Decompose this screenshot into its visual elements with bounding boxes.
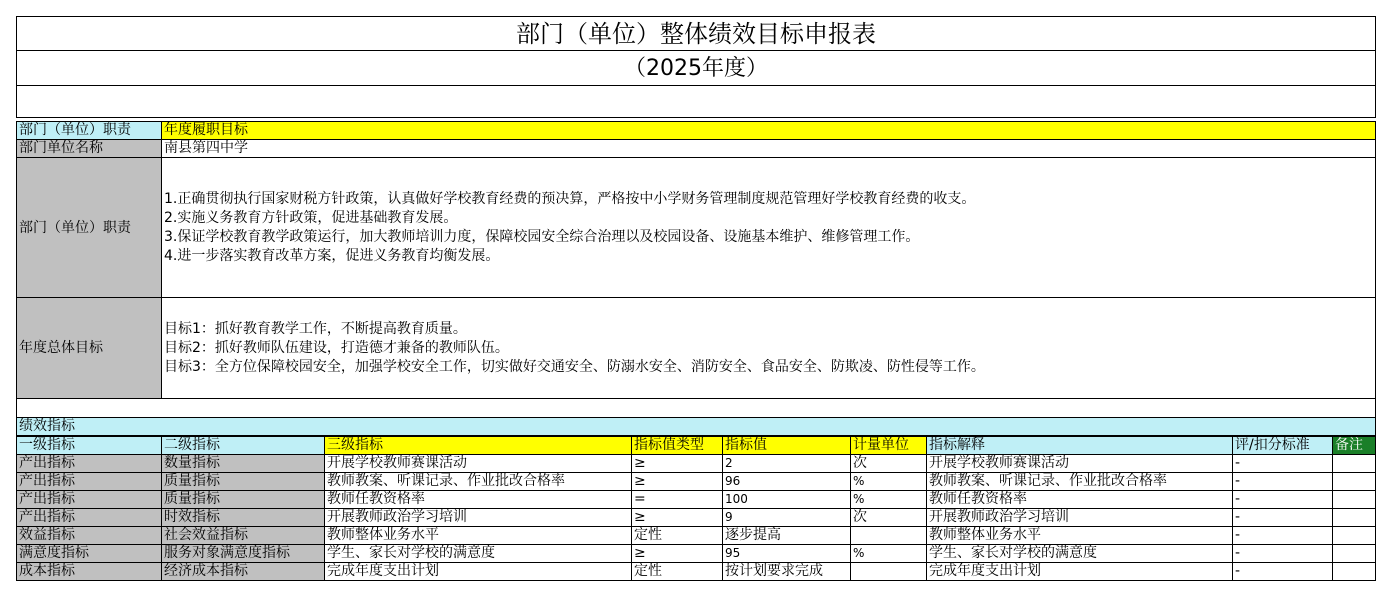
blank-row bbox=[16, 86, 1376, 118]
table-cell-level1: 满意度指标 bbox=[16, 544, 162, 563]
goal-line: 目标1：抓好教育教学工作，不断提高教育质量。 bbox=[164, 320, 467, 337]
table-cell-level3: 教师任教资格率 bbox=[324, 490, 632, 509]
table-cell-scoring: - bbox=[1232, 562, 1333, 581]
page-subtitle: （2025年度） bbox=[16, 51, 1376, 86]
duty-header-value: 年度履职目标 bbox=[161, 121, 1376, 140]
table-cell-level1: 成本指标 bbox=[16, 562, 162, 581]
header-level3: 三级指标 bbox=[324, 436, 632, 455]
table-cell-level2: 质量指标 bbox=[161, 490, 325, 509]
table-cell-unit: % bbox=[850, 472, 927, 491]
table-cell-unit bbox=[850, 562, 927, 581]
header-level1: 一级指标 bbox=[16, 436, 162, 455]
duty-line: 1.正确贯彻执行国家财税方针政策，认真做好学校教育经费的预决算，严格按中小学财务管理制度规范管理好学校教育经费的收支。 bbox=[164, 190, 976, 207]
table-cell-level3: 开展教师政治学习培训 bbox=[324, 508, 632, 527]
table-cell-level1: 效益指标 bbox=[16, 526, 162, 545]
header-level2: 二级指标 bbox=[161, 436, 325, 455]
table-cell-level3: 教师整体业务水平 bbox=[324, 526, 632, 545]
duty-header-label: 部门（单位）职责 bbox=[16, 121, 162, 140]
table-cell-remark bbox=[1332, 526, 1376, 545]
table-cell-level2: 社会效益指标 bbox=[161, 526, 325, 545]
table-cell-level1: 产出指标 bbox=[16, 472, 162, 491]
spacer-row bbox=[16, 399, 1376, 417]
table-cell-remark bbox=[1332, 508, 1376, 527]
table-cell-explanation: 学生、家长对学校的满意度 bbox=[926, 544, 1233, 563]
table-cell-value-type: 定性 bbox=[631, 562, 723, 581]
table-cell-remark bbox=[1332, 562, 1376, 581]
table-cell-value: 2 bbox=[722, 454, 851, 473]
table-cell-level2: 服务对象满意度指标 bbox=[161, 544, 325, 563]
goal-lines bbox=[164, 320, 985, 377]
table-cell-remark bbox=[1332, 454, 1376, 473]
table-cell-explanation: 教师教案、听课记录、作业批改合格率 bbox=[926, 472, 1233, 491]
table-cell-level2: 数量指标 bbox=[161, 454, 325, 473]
goal-line: 目标3：全方位保障校园安全，加强学校安全工作，切实做好交通安全、防溺水安全、消防安全、食品安全、防欺凌、防性侵等工作。 bbox=[164, 358, 985, 375]
table-cell-value-type: ≥ bbox=[631, 508, 723, 527]
table-cell-level2: 经济成本指标 bbox=[161, 562, 325, 581]
table-cell-explanation: 完成年度支出计划 bbox=[926, 562, 1233, 581]
table-cell-unit: 次 bbox=[850, 508, 927, 527]
table-cell-scoring: - bbox=[1232, 526, 1333, 545]
goal-label: 年度总体目标 bbox=[16, 297, 162, 399]
table-cell-explanation: 教师任教资格率 bbox=[926, 490, 1233, 509]
table-cell-value-type: ≥ bbox=[631, 472, 723, 491]
table-cell-value: 100 bbox=[722, 490, 851, 509]
table-cell-value: 按计划要求完成 bbox=[722, 562, 851, 581]
table-cell-remark bbox=[1332, 490, 1376, 509]
table-cell-value-type: 定性 bbox=[631, 526, 723, 545]
table-cell-value: 逐步提高 bbox=[722, 526, 851, 545]
duty-line: 3.保证学校教育教学政策运行，加大教师培训力度，保障校园安全综合治理以及校园设备、设施基本维护、维修管理工作。 bbox=[164, 228, 920, 245]
goal-content bbox=[161, 297, 1376, 399]
table-cell-unit: % bbox=[850, 490, 927, 509]
header-explanation: 指标解释 bbox=[926, 436, 1233, 455]
table-cell-scoring: - bbox=[1232, 490, 1333, 509]
table-cell-value: 95 bbox=[722, 544, 851, 563]
header-unit: 计量单位 bbox=[850, 436, 927, 455]
duty-line: 2.实施义务教育方针政策，促进基础教育发展。 bbox=[164, 209, 458, 226]
table-cell-level1: 产出指标 bbox=[16, 454, 162, 473]
table-cell-remark bbox=[1332, 472, 1376, 491]
table-cell-value-type: = bbox=[631, 490, 723, 509]
table-cell-level1: 产出指标 bbox=[16, 508, 162, 527]
table-cell-value-type: ≥ bbox=[631, 544, 723, 563]
table-cell-level1: 产出指标 bbox=[16, 490, 162, 509]
table-cell-scoring: - bbox=[1232, 454, 1333, 473]
table-cell-value: 9 bbox=[722, 508, 851, 527]
duty-line: 4.进一步落实教育改革方案，促进义务教育均衡发展。 bbox=[164, 247, 500, 264]
table-cell-unit: 次 bbox=[850, 454, 927, 473]
table-cell-scoring: - bbox=[1232, 544, 1333, 563]
table-cell-level3: 学生、家长对学校的满意度 bbox=[324, 544, 632, 563]
table-cell-level2: 时效指标 bbox=[161, 508, 325, 527]
table-cell-remark bbox=[1332, 544, 1376, 563]
unit-name-value: 南县第四中学 bbox=[161, 139, 1376, 158]
duty-label: 部门（单位）职责 bbox=[16, 157, 162, 298]
table-cell-unit bbox=[850, 526, 927, 545]
table-cell-scoring: - bbox=[1232, 472, 1333, 491]
table-cell-value: 96 bbox=[722, 472, 851, 491]
unit-name-label: 部门单位名称 bbox=[16, 139, 162, 158]
table-cell-level2: 质量指标 bbox=[161, 472, 325, 491]
table-cell-level3: 开展学校教师赛课活动 bbox=[324, 454, 632, 473]
header-value-type: 指标值类型 bbox=[631, 436, 723, 455]
table-cell-scoring: - bbox=[1232, 508, 1333, 527]
duty-lines bbox=[164, 190, 975, 266]
table-cell-explanation: 教师整体业务水平 bbox=[926, 526, 1233, 545]
table-cell-level3: 完成年度支出计划 bbox=[324, 562, 632, 581]
perf-section-label: 绩效指标 bbox=[16, 417, 1376, 436]
duty-content bbox=[161, 157, 1376, 298]
header-scoring: 评/扣分标准 bbox=[1232, 436, 1333, 455]
table-cell-unit: % bbox=[850, 544, 927, 563]
table-cell-value-type: ≥ bbox=[631, 454, 723, 473]
header-value: 指标值 bbox=[722, 436, 851, 455]
goal-line: 目标2：抓好教师队伍建设，打造德才兼备的教师队伍。 bbox=[164, 339, 509, 356]
table-cell-level3: 教师教案、听课记录、作业批改合格率 bbox=[324, 472, 632, 491]
table-cell-explanation: 开展学校教师赛课活动 bbox=[926, 454, 1233, 473]
page-title: 部门（单位）整体绩效目标申报表 bbox=[16, 16, 1376, 51]
table-cell-explanation: 开展教师政治学习培训 bbox=[926, 508, 1233, 527]
header-remark: 备注 bbox=[1332, 436, 1376, 455]
